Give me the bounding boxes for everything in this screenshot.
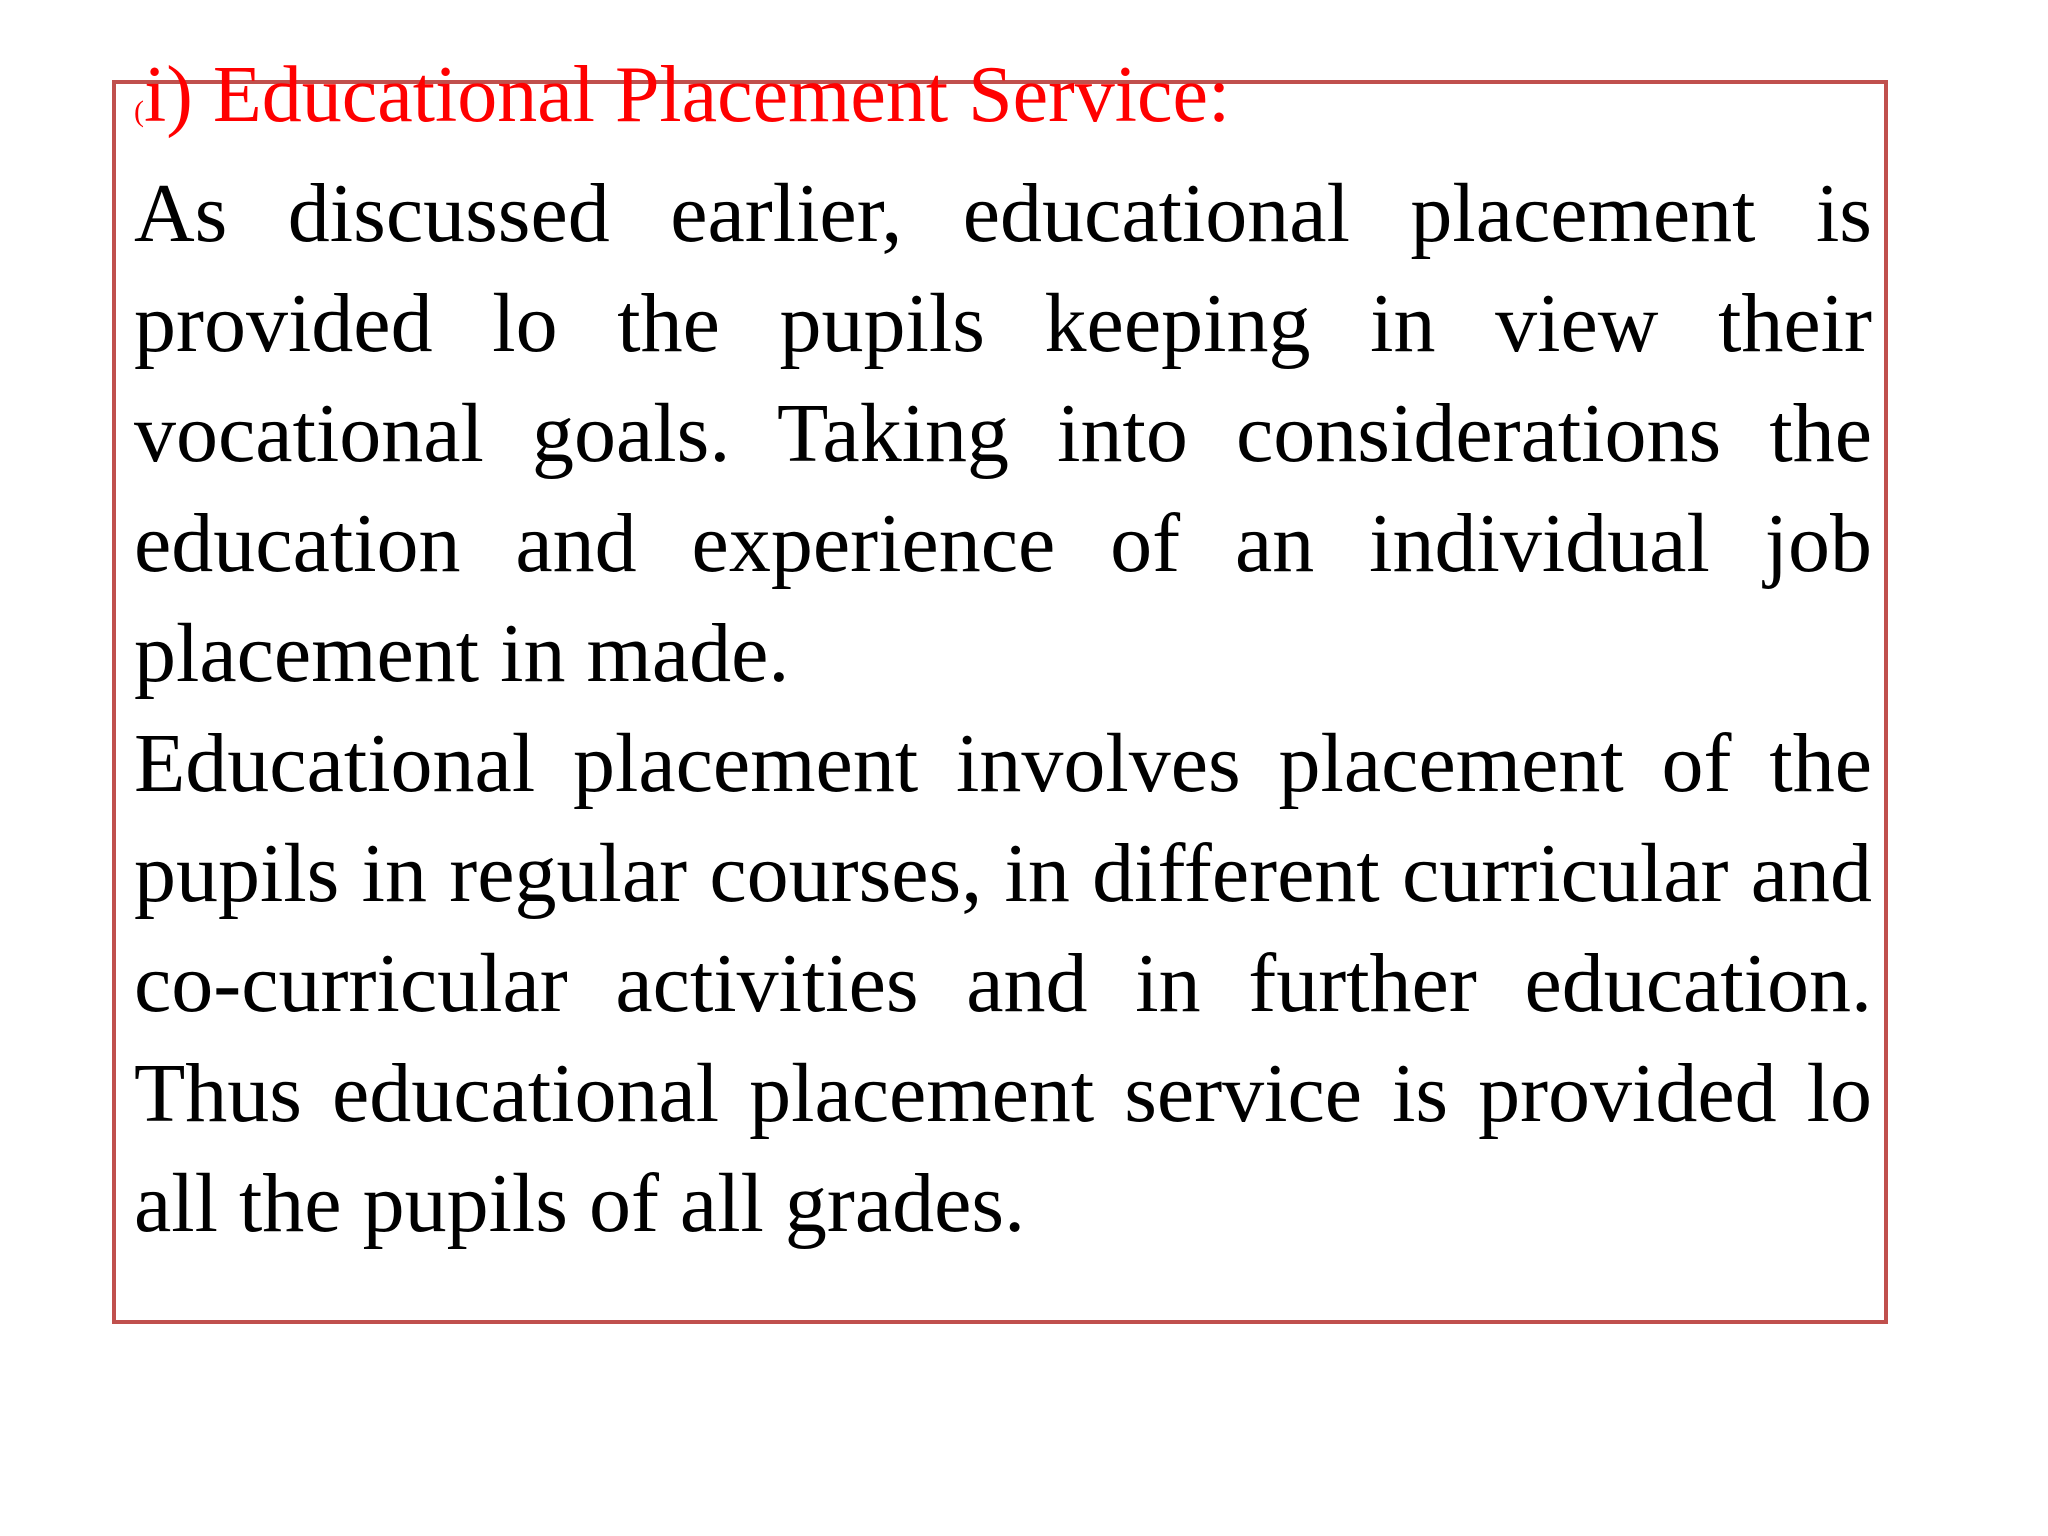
slide-heading: [134, 48, 1872, 159]
heading-text: i) Educational Placement Service:: [144, 51, 1231, 139]
heading-prefix: (: [134, 95, 144, 128]
paragraph-2: Educational placement involves placement of the pupils in regular courses, in different curricular and co-curricular activities and in further education. Thus educational placement service is provided lo all the pupils of all grades.: [134, 717, 1872, 1250]
paragraph-1: As discussed earlier, educational placement is provided lo the pupils keeping in view their vocational goals. Taking into considerations the education and experience of an individual job placement in made.: [134, 167, 1872, 700]
slide-content: [134, 48, 1872, 1259]
